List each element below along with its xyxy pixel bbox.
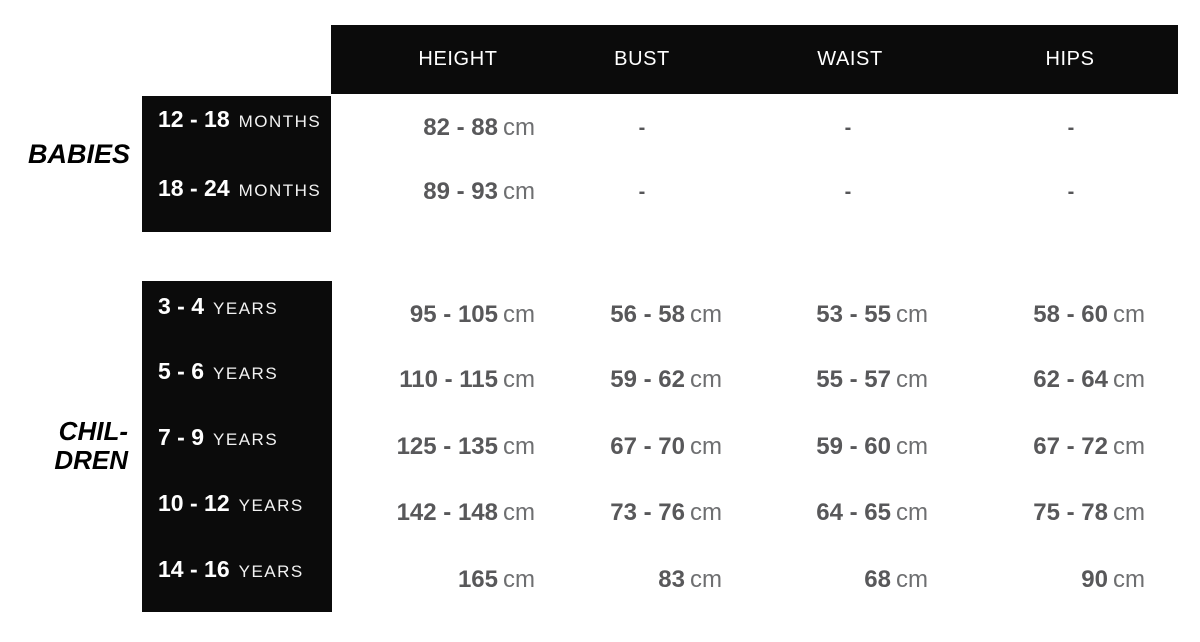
column-header-hips: HIPS: [1045, 48, 1095, 70]
measurement-unit: cm: [1113, 499, 1145, 526]
height-value: [295, 112, 535, 144]
age-unit: YEARS: [213, 299, 279, 318]
hips-value: [905, 497, 1145, 529]
bust-value: [482, 564, 722, 596]
measurement-unit: cm: [896, 566, 928, 593]
age-label: [158, 421, 278, 453]
measurement-value: 142 - 148: [396, 499, 498, 526]
measurement-unit: cm: [896, 433, 928, 460]
measurement-unit: cm: [690, 566, 722, 593]
measurement-unit: cm: [690, 366, 722, 393]
measurement-value: 67 - 70: [610, 433, 685, 460]
age-label: [158, 290, 278, 322]
measurement-unit: cm: [503, 566, 535, 593]
measurement-value: 73 - 76: [610, 499, 685, 526]
hips-value: [905, 299, 1145, 331]
age-range: 18 - 24: [158, 175, 230, 201]
measurement-unit: cm: [690, 301, 722, 328]
hips-value: [905, 564, 1145, 596]
measurement-unit: cm: [896, 301, 928, 328]
group-label-children-line2: DREN: [54, 445, 128, 475]
age-unit: YEARS: [213, 364, 279, 383]
measurement-value: 62 - 64: [1033, 366, 1108, 393]
age-range: 7 - 9: [158, 424, 205, 450]
measurement-value: 58 - 60: [1033, 301, 1108, 328]
measurement-unit: cm: [896, 366, 928, 393]
waist-value: [688, 364, 928, 396]
measurement-value: 95 - 105: [409, 301, 498, 328]
age-range: 12 - 18: [158, 106, 230, 132]
measurement-value: 67 - 72: [1033, 433, 1108, 460]
measurement-value: 82 - 88: [423, 114, 498, 141]
measurement-value: 83: [658, 566, 685, 593]
measurement-value: 64 - 65: [816, 499, 891, 526]
measurement-value: 59 - 60: [816, 433, 891, 460]
hips-value-empty: -: [1067, 181, 1075, 203]
measurement-value: 75 - 78: [1033, 499, 1108, 526]
age-label: [158, 553, 304, 585]
measurement-unit: cm: [503, 178, 535, 205]
group-label-babies: BABIES: [27, 139, 130, 169]
hips-value-empty: -: [1067, 117, 1075, 139]
column-header-waist: WAIST: [817, 48, 883, 70]
measurement-unit: cm: [896, 499, 928, 526]
age-range: 5 - 6: [158, 358, 205, 384]
measurement-value: 89 - 93: [423, 178, 498, 205]
age-range: 3 - 4: [158, 293, 205, 319]
waist-value: [688, 299, 928, 331]
measurement-unit: cm: [690, 499, 722, 526]
measurement-unit: cm: [503, 433, 535, 460]
measurement-value: 110 - 115: [399, 366, 498, 393]
measurement-value: 53 - 55: [816, 301, 891, 328]
hips-value: [905, 364, 1145, 396]
age-unit: YEARS: [213, 430, 279, 449]
measurement-value: 59 - 62: [610, 366, 685, 393]
measurement-value: 55 - 57: [816, 366, 891, 393]
column-header-bust: BUST: [614, 48, 670, 70]
measurement-value: 56 - 58: [610, 301, 685, 328]
age-unit: MONTHS: [238, 112, 322, 131]
measurement-value: 165: [457, 566, 498, 593]
group-label-children-line1: CHIL-: [58, 416, 128, 446]
column-header-height: HEIGHT: [418, 48, 498, 70]
age-range: 10 - 12: [158, 490, 230, 516]
measurement-value: 68: [864, 566, 891, 593]
waist-value: [688, 431, 928, 463]
bust-value: [482, 497, 722, 529]
measurement-unit: cm: [503, 301, 535, 328]
measurement-unit: cm: [1113, 433, 1145, 460]
waist-value: [688, 497, 928, 529]
measurement-unit: cm: [690, 433, 722, 460]
measurement-unit: cm: [1113, 566, 1145, 593]
waist-value-empty: -: [844, 181, 852, 203]
bust-value-empty: -: [638, 117, 646, 139]
age-unit: MONTHS: [238, 181, 322, 200]
age-unit: YEARS: [238, 496, 304, 515]
bust-value-empty: -: [638, 181, 646, 203]
age-label: [158, 355, 278, 387]
waist-value: [688, 564, 928, 596]
waist-value-empty: -: [844, 117, 852, 139]
height-value: [295, 176, 535, 208]
age-label: [158, 487, 304, 519]
group-label-children: [54, 417, 128, 475]
measurement-unit: cm: [503, 366, 535, 393]
bust-value: [482, 364, 722, 396]
bust-value: [482, 299, 722, 331]
age-unit: YEARS: [238, 562, 304, 581]
measurement-unit: cm: [1113, 366, 1145, 393]
bust-value: [482, 431, 722, 463]
measurement-unit: cm: [1113, 301, 1145, 328]
measurement-unit: cm: [503, 499, 535, 526]
age-range: 14 - 16: [158, 556, 230, 582]
hips-value: [905, 431, 1145, 463]
measurement-value: 90: [1081, 566, 1108, 593]
measurement-unit: cm: [503, 114, 535, 141]
measurement-value: 125 - 135: [396, 433, 498, 460]
